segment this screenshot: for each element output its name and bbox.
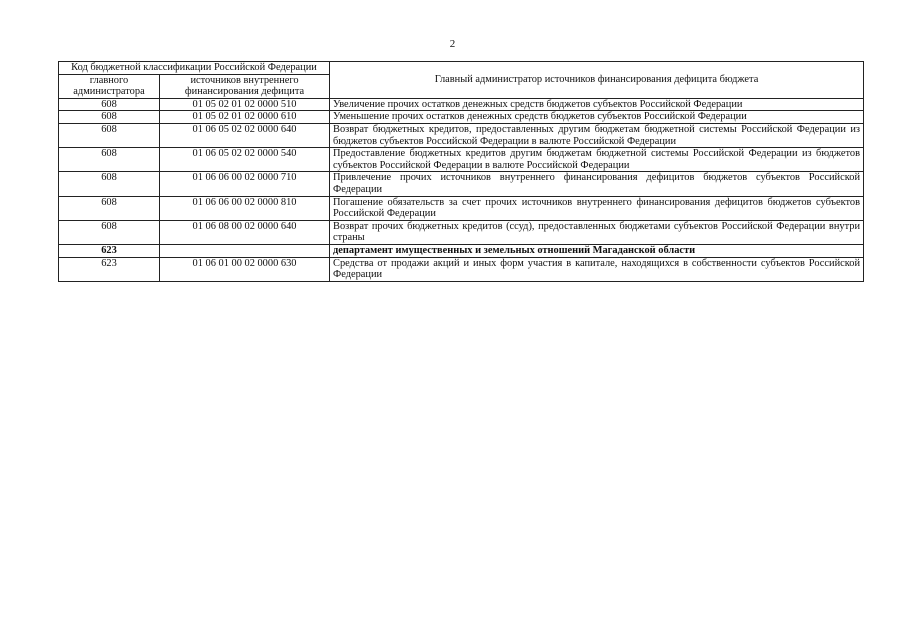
source-code-cell: 01 05 02 01 02 0000 610	[160, 111, 330, 124]
source-name-cell: Погашение обязательств за счет прочих источников внутреннего финансирования дефицитов бюджетов субъектов Российской Федерации	[330, 196, 864, 220]
source-name-cell: Привлечение прочих источников внутреннего финансирования дефицитов бюджетов субъектов Российской Федерации	[330, 172, 864, 196]
table-row	[59, 196, 864, 220]
table-row	[59, 220, 864, 244]
source-code-cell: 01 06 05 02 02 0000 540	[160, 148, 330, 172]
table-row	[59, 172, 864, 196]
admin-code-cell: 623	[59, 257, 160, 281]
source-code-cell: 01 06 06 00 02 0000 810	[160, 196, 330, 220]
source-name-cell: Предоставление бюджетных кредитов другим бюджетам бюджетной системы Российской Федерации из бюджетов субъектов Российской Федерации в валюте Российской Федерации	[330, 148, 864, 172]
admin-code-cell: 608	[59, 172, 160, 196]
source-code-cell: 01 06 05 02 02 0000 640	[160, 123, 330, 147]
table-row	[59, 123, 864, 147]
source-code-cell: 01 05 02 01 02 0000 510	[160, 98, 330, 111]
admin-code-cell: 608	[59, 111, 160, 124]
source-code-cell: 01 06 01 00 02 0000 630	[160, 257, 330, 281]
header-financing-source: источников внутреннего финансирования дефицита	[160, 74, 330, 98]
table-header	[59, 62, 864, 99]
table-row	[59, 98, 864, 111]
source-name-cell: Средства от продажи акций и иных форм участия в капитале, находящихся в собственности субъектов Российской Федерации	[330, 257, 864, 281]
source-code-cell	[160, 244, 330, 257]
table-body	[59, 98, 864, 281]
source-name-cell: Возврат прочих бюджетных кредитов (ссуд), предоставленных бюджетами субъектов Российской Федерации внутри страны	[330, 220, 864, 244]
admin-code-cell: 608	[59, 220, 160, 244]
source-name-cell: Уменьшение прочих остатков денежных средств бюджетов субъектов Российской Федерации	[330, 111, 864, 124]
page-number: 2	[449, 38, 456, 50]
admin-code-cell: 608	[59, 196, 160, 220]
table-row	[59, 111, 864, 124]
source-code-cell: 01 06 08 00 02 0000 640	[160, 220, 330, 244]
header-classification-code: Код бюджетной классификации Российской Федерации	[59, 62, 330, 75]
table-row	[59, 244, 864, 257]
budget-classification-table	[58, 61, 864, 282]
header-main-administrator: главного администратора	[59, 74, 160, 98]
source-code-cell: 01 06 06 00 02 0000 710	[160, 172, 330, 196]
source-name-cell: департамент имущественных и земельных отношений Магаданской области	[330, 244, 864, 257]
admin-code-cell: 608	[59, 98, 160, 111]
source-name-cell: Возврат бюджетных кредитов, предоставленных другим бюджетам бюджетной системы Российской Федерации из бюджетов субъектов Российской Федерации в валюте Российской Федерации	[330, 123, 864, 147]
admin-code-cell: 608	[59, 123, 160, 147]
table-row	[59, 148, 864, 172]
header-administrator: Главный администратор источников финансирования дефицита бюджета	[330, 62, 864, 99]
admin-code-cell: 608	[59, 148, 160, 172]
source-name-cell: Увеличение прочих остатков денежных средств бюджетов субъектов Российской Федерации	[330, 98, 864, 111]
admin-code-cell: 623	[59, 244, 160, 257]
table-row	[59, 257, 864, 281]
